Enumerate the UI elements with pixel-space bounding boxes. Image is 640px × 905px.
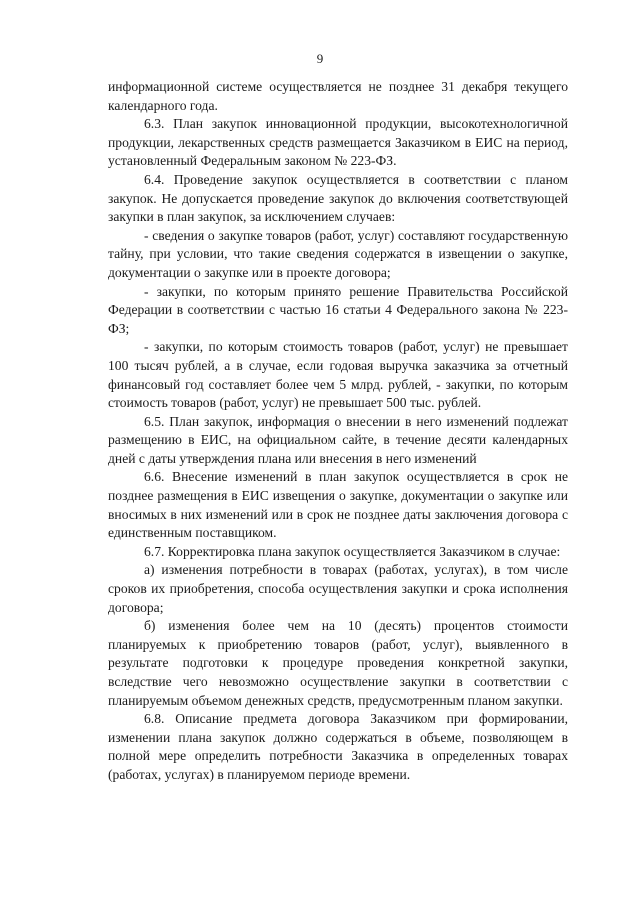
paragraph-6-4-a: - сведения о закупке товаров (работ, услуг) составляют государственную тайну, при условии, что такие сведения содержатся в извещении о закупке, документации о закупке или в проекте договора; xyxy=(108,227,568,280)
paragraph-6-8: 6.8. Описание предмета договора Заказчиком при формировании, изменении плана закупок должно содержаться в объеме, позволяющем в полной мере определить потребности Заказчика в определенных товарах (работах, услугах) в планируемом периоде времени. xyxy=(108,711,568,782)
paragraph-6-7-a: а) изменения потребности в товарах (работах, услугах), в том числе сроков их приобретения, способа осуществления закупки и срока исполнения договора; xyxy=(108,562,568,615)
document-body xyxy=(108,78,568,785)
paragraph-6-5: 6.5. План закупок, информация о внесении в него изменений подлежат размещению в ЕИС, на официальном сайте, в течение десяти календарных дней с даты утверждения плана или внесения в него изменений xyxy=(108,413,568,466)
paragraph-6-6: 6.6. Внесение изменений в план закупок осуществляется в срок не позднее размещения в ЕИС извещения о закупке, документации о закупке или вносимых в них изменений или в срок не позднее даты заключения договора с единственным поставщиком. xyxy=(108,469,568,541)
paragraph-6-4: 6.4. Проведение закупок осуществляется в соответствии с планом закупок. Не допускается проведение закупок до включения соответствующей закупки в план закупок, за исключением случаев: xyxy=(108,171,568,225)
paragraph-6-7-b: б) изменения более чем на 10 (десять) процентов стоимости планируемых к приобретению товаров (работ, услуг), выявленного в результате подготовки к процедуре проведения конкретной закупки, вследствие чего невозможно осуществление закупки в соответствии с планируемым объемом денежных средств, предусмотренным планом закупки. xyxy=(108,618,568,708)
paragraph-intro: информационной системе осуществляется не позднее 31 декабря текущего календарного года. xyxy=(108,79,568,113)
paragraph-6-4-c: - закупки, по которым стоимость товаров (работ, услуг) не превышает 100 тысяч рублей, а в случае, если годовая выручка заказчика за отчетный финансовый год составляет более чем 5 млрд. рублей, - закупки, по которым стоимость товаров (работ, услуг) не превышает 500 тыс. рублей. xyxy=(108,339,568,411)
paragraph-6-3: 6.3. План закупок инновационной продукции, высокотехнологичной продукции, лекарственных средств размещается Заказчиком в ЕИС на период, установленный Федеральным законом № 223-ФЗ. xyxy=(108,116,568,169)
page-number: 9 xyxy=(316,51,324,66)
paragraph-6-4-b: - закупки, по которым принято решение Правительства Российской Федерации в соответствии с частью 16 статьи 4 Федерального закона № 223-ФЗ; xyxy=(108,283,568,336)
paragraph-6-7: 6.7. Корректировка плана закупок осуществляется Заказчиком в случае: xyxy=(144,543,561,559)
